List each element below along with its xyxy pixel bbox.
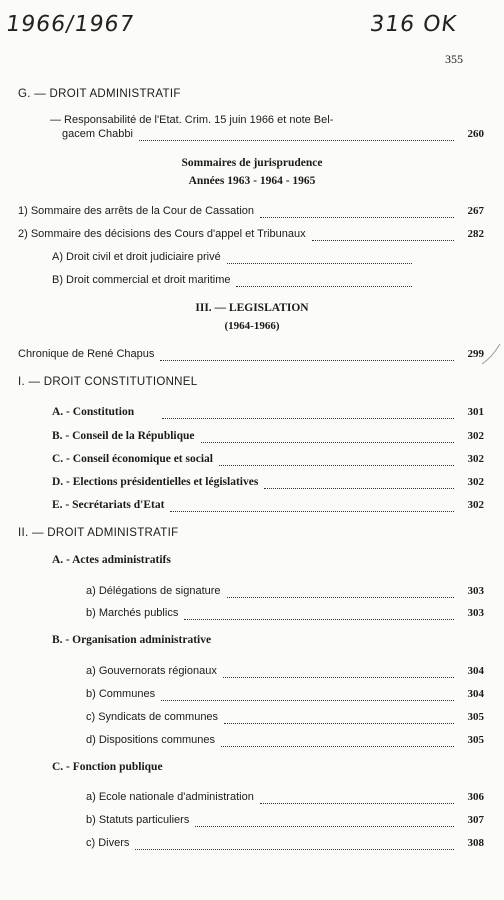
dot-leader (201, 432, 455, 443)
toc-entry (86, 836, 484, 850)
entry-label: A. - Constitution (52, 406, 135, 418)
legislation-title: III. — LEGISLATION (195, 302, 309, 314)
toc-entry (18, 227, 484, 241)
dot-leader (139, 130, 454, 141)
subsection-heading-fonction: C. - Fonction publique (52, 761, 163, 773)
entry-page: 303 (467, 607, 484, 619)
entry-label: B. - Conseil de la République (52, 430, 195, 442)
dot-leader (160, 350, 454, 361)
section-heading-i: I. — DROIT CONSTITUTIONNEL (18, 376, 198, 388)
entry-label: a) Ecole nationale d'administration (86, 791, 254, 803)
subsection-heading-organisation: B. - Organisation administrative (52, 634, 212, 646)
toc-entry (52, 405, 484, 419)
toc-entry (86, 606, 484, 620)
entry-label: Chronique de René Chapus (18, 348, 155, 360)
dot-leader (227, 587, 454, 598)
entry-label: 1) Sommaire des arrêts de la Cour de Cassation (18, 205, 254, 217)
page-number: 355 (445, 52, 463, 66)
entry-page: 303 (467, 585, 484, 597)
toc-entry (86, 687, 484, 701)
entry-page: 304 (467, 688, 484, 700)
entry-page: 301 (467, 406, 484, 418)
entry-page: 267 (467, 205, 484, 217)
entry-label: B) Droit commercial et droit maritime (52, 274, 231, 286)
entry-label: c) Divers (86, 837, 130, 849)
toc-entry (86, 790, 484, 804)
dot-leader (135, 839, 454, 850)
entry-page: 305 (467, 734, 484, 746)
toc-entry (86, 813, 484, 827)
dot-leader (227, 253, 412, 264)
entry-page: 299 (467, 348, 484, 360)
dot-leader (224, 713, 454, 724)
entry-page: 308 (467, 837, 484, 849)
toc-entry (52, 475, 484, 489)
entry-label: 2) Sommaire des décisions des Cours d'appel et Tribunaux (18, 228, 306, 240)
dot-leader (170, 501, 454, 512)
entry-label: b) Communes (86, 688, 156, 700)
toc-entry-responsabilite (50, 113, 480, 127)
sommaires-title: Sommaires de jurisprudence (181, 157, 323, 169)
entry-page: 302 (467, 476, 484, 488)
entry-page: 302 (467, 499, 484, 511)
dot-leader (260, 207, 454, 218)
dot-leader (162, 408, 454, 419)
legislation-years: (1964-1966) (224, 320, 280, 332)
toc-entry (52, 273, 418, 287)
toc-entry (18, 347, 484, 361)
entry-page: 302 (467, 453, 484, 465)
dot-leader (264, 478, 454, 489)
toc-entry (52, 498, 484, 512)
entry-label: E. - Secrétariats d'Etat (52, 499, 165, 511)
entry-line-1: — Responsabilité de l'Etat. Crim. 15 juin 1966 et note Bel- (50, 114, 334, 126)
entry-page: 282 (467, 228, 484, 240)
pencil-mark (480, 340, 502, 370)
dot-leader (184, 609, 454, 620)
toc-entry (52, 452, 484, 466)
entry-label: C. - Conseil économique et social (52, 453, 213, 465)
toc-entry (18, 204, 484, 218)
handwritten-years: 1966/1967 (4, 12, 137, 37)
sommaires-years: Années 1963 - 1964 - 1965 (188, 175, 316, 187)
dot-leader (223, 667, 454, 678)
entry-page: 305 (467, 711, 484, 723)
entry-page: 304 (467, 665, 484, 677)
toc-entry (52, 429, 484, 443)
entry-label: a) Gouvernorats régionaux (86, 665, 217, 677)
dot-leader (312, 230, 454, 241)
dot-leader (236, 276, 412, 287)
dot-leader (161, 690, 454, 701)
dot-leader (221, 736, 454, 747)
entry-page: 302 (467, 430, 484, 442)
entry-label: b) Statuts particuliers (86, 814, 190, 826)
entry-label: D. - Elections présidentielles et législatives (52, 476, 259, 488)
section-heading-g: G. — DROIT ADMINISTRATIF (18, 88, 181, 100)
entry-page: 307 (467, 814, 484, 826)
toc-entry (52, 250, 418, 264)
dot-leader (219, 455, 454, 466)
entry-label: d) Dispositions communes (86, 734, 215, 746)
entry-label: A) Droit civil et droit judiciaire privé (52, 251, 221, 263)
toc-entry (86, 710, 484, 724)
entry-label: gacem Chabbi (62, 128, 133, 140)
entry-page: 260 (467, 128, 484, 140)
dot-leader (260, 793, 454, 804)
entry-label: c) Syndicats de communes (86, 711, 219, 723)
toc-entry (86, 664, 484, 678)
entry-page: 306 (467, 791, 484, 803)
entry-label: b) Marchés publics (86, 607, 179, 619)
subsection-heading-actes: A. - Actes administratifs (52, 554, 171, 566)
dot-leader (195, 816, 454, 827)
toc-entry-responsabilite-line2 (62, 127, 484, 141)
entry-label: a) Délégations de signature (86, 585, 221, 597)
toc-entry (86, 584, 484, 598)
toc-entry (86, 733, 484, 747)
section-heading-ii: II. — DROIT ADMINISTRATIF (18, 527, 179, 539)
handwritten-reference: 316 OK (368, 12, 459, 37)
